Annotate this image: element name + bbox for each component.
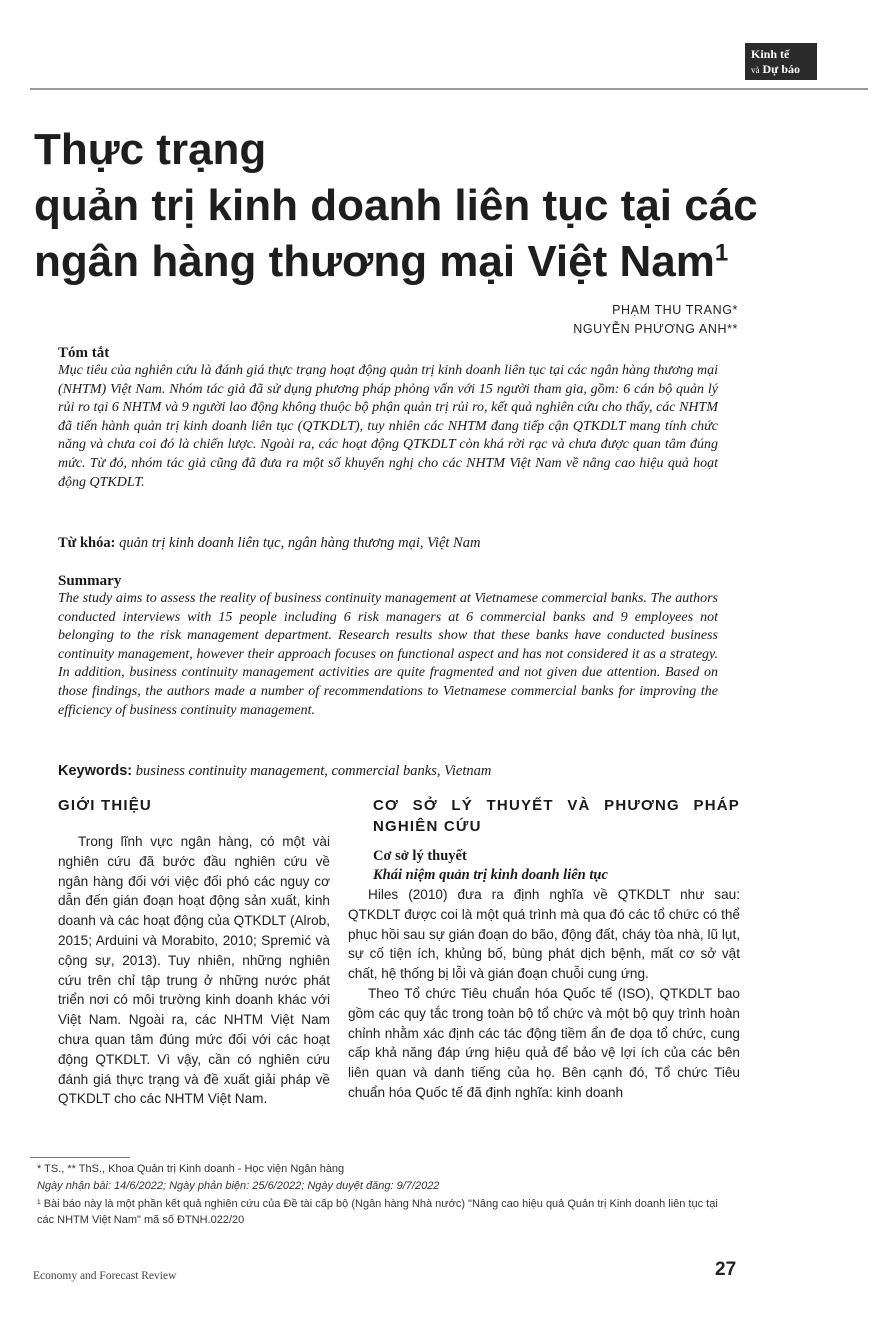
abstract-en-text: The study aims to assess the reality of business continuity management at Vietnamese commercial banks. The authors conducted interviews with 15 people including 6 risk managers at 6 commercial banks and 9 employees not belonging to the risk management department. Research results show that these banks have conducted business continuity management, however their approach focuses on functional aspect and has not considered it as a strategy. In addition, business continuity management activities are quite fragmented and not given due attention. Based on those findings, the authors made a number of recommendations to Vietnamese commercial banks for improving the efficiency of business continuity management. — [58, 591, 718, 718]
abstract-en — [58, 572, 718, 720]
keywords-en — [58, 762, 758, 780]
intro-paragraph: Trong lĩnh vực ngân hàng, có một vài nghiên cứu đã bước đầu nghiên cứu về ngân hàng đối với việc đối phó các nguy cơ dẫn đến gián đoạn hoạt động sản xuất, kinh doanh và các hoạt động của QTKDLT (Alrob, 2015; Arduini và Morabito, 2010; Spremić và cộng sự, 2013). Tuy nhiên, những nghiên cứu trên chỉ tập trung ở những nước phát triển nơi có môi trường kinh doanh khác với Việt Nam. Ngoài ra, các NHTM Việt Nam chưa quan tâm đúng mức đối với các hoạt động QTKDLT. Vì vậy, cần có nghiên cứu đánh giá thực trạng và đề xuất giải pháp về QTKDLT cho các NHTM Việt Nam. — [58, 834, 330, 1107]
author-1: PHẠM THU TRANG* — [612, 303, 738, 317]
abstract-vi-heading: Tóm tắt — [58, 345, 110, 361]
abstract-en-heading: Summary — [58, 573, 122, 589]
right-column — [348, 795, 740, 1103]
logo-line-2 — [751, 62, 817, 78]
header-rule — [30, 88, 868, 90]
footnote-funding: ¹ Bài báo này là một phần kết quả nghiên cứu của Đề tài cấp bộ (Ngân hàng Nhà nước) "Nâng cao hiệu quả Quản trị Kinh doanh liên tục tại các NHTM Việt Nam" mã số ĐTNH.022/20 — [37, 1198, 718, 1226]
abstract-vi — [58, 344, 718, 492]
theory-paragraph-2: Theo Tổ chức Tiêu chuẩn hóa Quốc tế (ISO), QTKDLT bao gồm các quy tắc trong toàn bộ tổ chức và một bộ quy trình hoàn chỉnh nhằm xác định các tác động tiềm ẩn đe dọa tổ chức, cung cấp khả năng đáp ứng hiệu quả để bảo vệ lợi ích của các bên liên quan và danh tiếng của họ. Bên cạnh đó, Tổ chức Tiêu chuẩn hóa Quốc tế đã định nghĩa: kinh doanh — [348, 985, 740, 1100]
footnote-affiliation: * TS., ** ThS., Khoa Quản trị Kinh doanh - Học viện Ngân hàng — [37, 1163, 345, 1175]
logo-line-1: Kinh tế — [751, 47, 790, 61]
section-heading-intro: GIỚI THIỆU — [58, 797, 152, 814]
footnote-dates: Ngày nhận bài: 14/6/2022; Ngày phản biện: 25/6/2022; Ngày duyệt đăng: 9/7/2022 — [37, 1180, 440, 1192]
left-column — [58, 795, 330, 1109]
keywords-vi-value: quản trị kinh doanh liên tục, ngân hàng thương mại, Việt Nam — [119, 535, 481, 551]
keywords-en-value: business continuity management, commercial banks, Vietnam — [135, 763, 492, 779]
journal-logo — [745, 43, 817, 80]
title-line-1: Thực trạng — [34, 125, 267, 174]
abstract-vi-text: Mục tiêu của nghiên cứu là đánh giá thực trạng hoạt động quản trị kinh doanh liên tục tại các ngân hàng thương mại (NHTM) Việt Nam. Nhóm tác giả đã sử dụng phương pháp phỏng vấn với 15 người tham gia, gồm: 6 cán bộ quản lý rủi ro tại 6 NHTM và 9 người lao động không thuộc bộ phận quản trị rủi ro, kết quả nghiên cứu cho thấy, các NHTM đã tiến hành quản trị kinh doanh liên tục (QTKDLT), tuy nhiên các NHTM đang tiếp cận QTKDLT mang tính chức năng và chưa coi đó là chiến lược. Ngoài ra, các hoạt động QTKDLT còn khá rời rạc và chưa được quan tâm đúng mức. Từ đó, nhóm tác giả cũng đã đưa ra một số khuyến nghị cho các NHTM Việt Nam về nâng cao hiệu quả hoạt động QTKDLT. — [58, 363, 718, 490]
page-number: 27 — [715, 1259, 737, 1280]
logo-line-2-text: Dự báo — [762, 62, 801, 76]
keywords-en-label: Keywords: — [58, 763, 133, 779]
theory-paragraph-1: Hiles (2010) đưa ra định nghĩa về QTKDLT như sau: QTKDLT được coi là một quá trình mà qua đó các tổ chức có thể phục hồi sau sự gián đoạn do bão, động đất, cháy tòa nhà, lũ lụt, sự cố tiện ích, khủng bố, bùng phát dịch bệnh, mất cơ sở vật chất, hệ thống bị lỗi và gián đoạn chuỗi cung ứng. — [348, 887, 740, 982]
journal-name-footer: Economy and Forecast Review — [33, 1270, 177, 1282]
title-footnote-mark: 1 — [714, 239, 729, 267]
author-2: NGUYỄN PHƯƠNG ANH** — [573, 322, 738, 336]
subsubheading-bcm-concept: Khái niệm quản trị kinh doanh liên tục — [373, 867, 608, 883]
article-title — [34, 122, 834, 290]
logo-conjunction: và — [751, 65, 760, 75]
keywords-vi — [58, 534, 758, 552]
subheading-theory: Cơ sở lý thuyết — [373, 848, 467, 864]
keywords-vi-label: Từ khóa: — [58, 535, 116, 551]
section-heading-theory: CƠ SỞ LÝ THUYẾT VÀ PHƯƠNG PHÁP NGHIÊN CỨU — [373, 797, 740, 835]
author-list — [573, 301, 738, 339]
footnote-rule — [30, 1157, 130, 1158]
title-line-2: quản trị kinh doanh liên tục tại các — [34, 181, 758, 230]
title-line-3: ngân hàng thương mại Việt Nam — [34, 237, 715, 286]
